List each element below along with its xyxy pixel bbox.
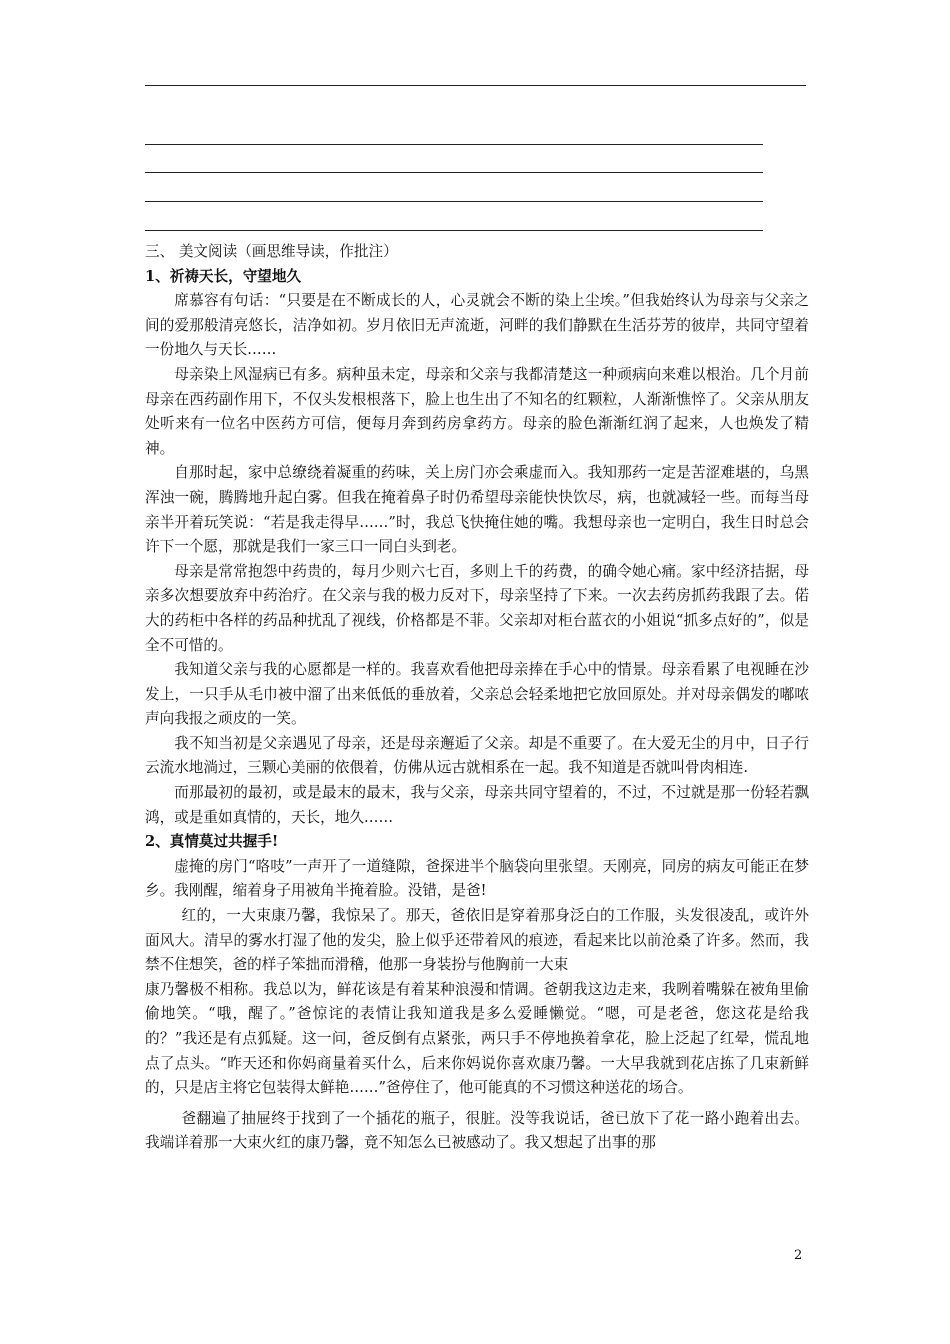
document-body bbox=[145, 240, 809, 1156]
answer-line-2 bbox=[145, 172, 763, 173]
top-divider-line bbox=[145, 85, 806, 86]
article-1-paragraph: 自那时起，家中总缭绕着凝重的药味，关上房门亦会乘虚而入。我知那药一定是苦涩难堪的，乌黑浑浊一碗，腾腾地升起白雾。但我在掩着鼻子时仍希望母亲能快快饮尽，病，也就减轻一些。而每当母亲半开着玩笑说：“若是我走得早……”时，我总飞快掩住她的嘴。我想母亲也一定明白，我生日时总会许下一个愿，那就是我们一家三口一同白头到老。 bbox=[145, 464, 809, 556]
article-1-paragraph: 而那最初的最初，或是最末的最末，我与父亲，母亲共同守望着的，不过，不过就是那一份轻若飘鸿，或是重如真情的，天长，地久…… bbox=[145, 784, 809, 826]
article-2-paragraph: 爸翻遍了抽屉终于找到了一个插花的瓶子，很脏。没等我说话，爸已放下了花一路小跑着出去。我端详着那一大束火红的康乃馨，竟不知怎么已被感动了。我又想起了出事的那 bbox=[145, 1109, 809, 1152]
answer-line-4 bbox=[145, 230, 763, 231]
page-number: 2 bbox=[794, 1248, 803, 1263]
article-2-title: 2、真情莫过共握手! bbox=[145, 833, 279, 851]
article-1-paragraph: 席慕容有句话：“只要是在不断成长的人，心灵就会不断的染上尘埃。”但我始终认为母亲与父亲之间的爱那般清亮悠长，洁净如初。岁月依旧无声流逝，河畔的我们静默在生活芬芳的彼岸，共同守望着一份地久与天长…… bbox=[145, 292, 809, 359]
answer-line-3 bbox=[145, 201, 763, 202]
article-2-paragraph: 红的，一大束康乃馨，我惊呆了。那天，爸依旧是穿着那身泛白的工作服，头发很凌乱，或许外面风大。清早的雾水打湿了他的发尖，脸上似乎还带着风的痕迹，看起来比以前沧桑了许多。然而，我禁不住想笑，爸的样子笨拙而滑稽，他那一身装扮与他胸前一大束 bbox=[145, 907, 809, 974]
article-1-paragraph: 我知道父亲与我的心愿都是一样的。我喜欢看他把母亲捧在手心中的情景。母亲看累了电视睡在沙发上，一只手从毛巾被中溜了出来低低的垂放着，父亲总会轻柔地把它放回原处。并对母亲偶发的嘟哝声向我报之顽皮的一笑。 bbox=[145, 661, 809, 728]
article-1-paragraph: 母亲是常常抱怨中药贵的，每月少则六七百，多则上千的药费，的确令她心痛。家中经济拮据，母亲多次想要放弃中药治疗。在父亲与我的极力反对下，母亲坚持了下来。一次去药房抓药我跟了去。偌大的药柜中各样的药品种扰乱了视线，价格都是不菲。父亲却对柜台蓝衣的小姐说“抓多点好的”，似是全不可惜的。 bbox=[145, 562, 809, 654]
article-2-paragraph: 康乃馨极不相称。我总以为，鲜花该是有着某种浪漫和情调。爸朝我这边走来，我咧着嘴躲在被角里偷偷地笑。“哦，醒了。”爸惊诧的表情让我知道我是多么爱睡懒觉。“嗯，可是老爸，您这花是给我的？”我还是有点狐疑。这一问，爸反倒有点紧张，两只手不停地换着拿花，脸上泛起了红晕，慌乱地点了点头。“昨天还和你妈商量着买什么，后来你妈说你喜欢康乃馨。一大早我就到花店拣了几束新鲜的，只是店主将它包装得太鲜艳……”爸停住了，他可能真的不习惯这种送花的场合。 bbox=[145, 980, 809, 1097]
article-1-title: 1、祈祷天长，守望地久 bbox=[145, 267, 302, 285]
answer-line-1 bbox=[145, 144, 763, 145]
article-1-paragraph: 我不知当初是父亲遇见了母亲，还是母亲邂逅了父亲。却是不重要了。在大爱无尘的月中，日子行云流水地淌过，三颗心美丽的依偎着，仿佛从远古就相系在一起。我不知道是否就叫骨肉相连. bbox=[145, 734, 809, 777]
section-heading: 三、 美文阅读（画思维导读，作批注） bbox=[145, 243, 398, 260]
article-2-paragraph: 虚掩的房门“咯吱”一声开了一道缝隙，爸探进半个脑袋向里张望。天刚亮，同房的病友可能正在梦乡。我刚醒，缩着身子用被角半掩着脸。没错，是爸! bbox=[145, 857, 809, 900]
article-1-paragraph: 母亲染上风湿病已有多。病种虽未定，母亲和父亲与我都清楚这一种顽病向来难以根治。几个月前母亲在西药副作用下，不仅头发根根落下，脸上也生出了不知名的红颗粒，人渐渐憔悴了。父亲从朋友处听来有一位名中医药方可信，便每月奔到药房拿药方。母亲的脸色渐渐红润了起来，人也焕发了精神。 bbox=[145, 365, 809, 457]
